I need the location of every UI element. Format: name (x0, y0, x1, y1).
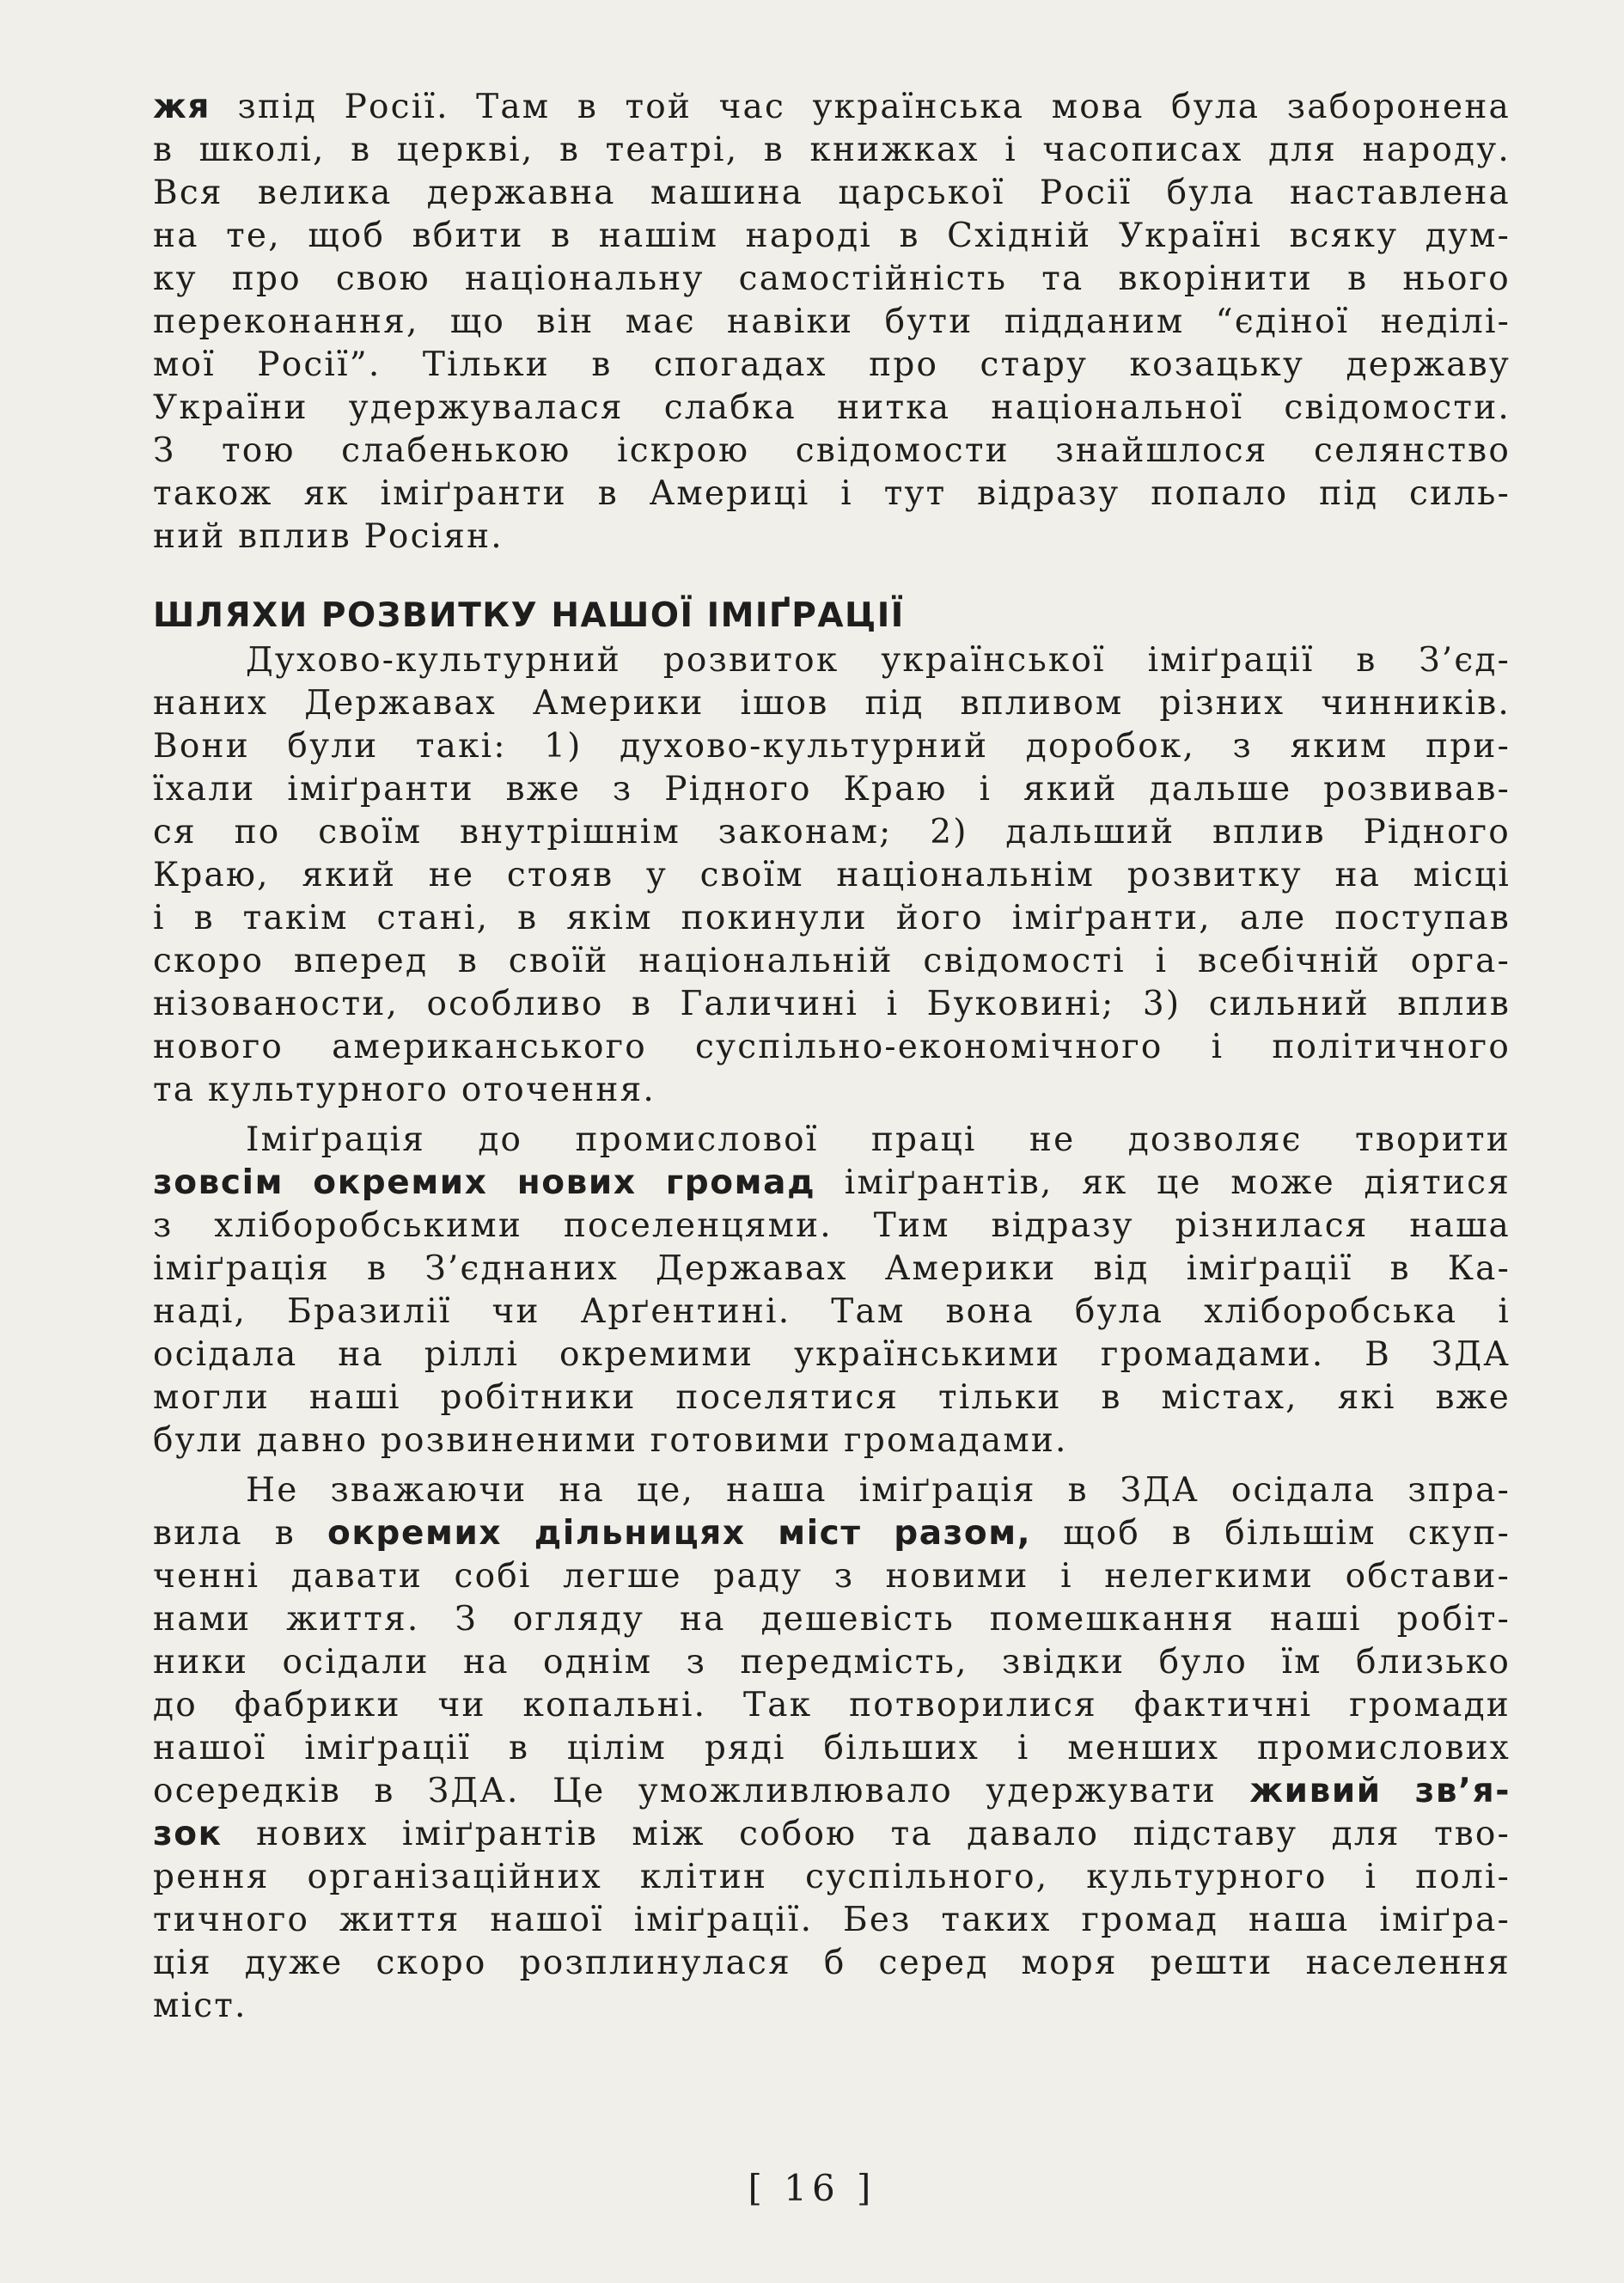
text-line: ся по своїм внутрішнім законам; 2) дальший вплив Рідного (153, 813, 1511, 852)
page-content (153, 86, 1511, 2028)
text-line: ченні давати собі легше раду з новими і нелегкими обстави- (153, 1557, 1511, 1596)
text-line: нашої іміґрації в цілім ряді більших і менших промислових (153, 1729, 1511, 1767)
text-line: осередків в ЗДА. Це уможливлювало удержувати живий зв’я- (153, 1772, 1511, 1810)
text-line: мої Росії”. Тільки в спогадах про стару козацьку державу (153, 345, 1511, 384)
bold-text: зок (153, 1815, 223, 1853)
text-line: Вся велика державна машина царської Росії була наставлена (153, 174, 1511, 212)
text-line: жя зпід Росії. Там в той час українська мова була заборонена (153, 88, 1511, 126)
text-line: ний вплив Росіян. (153, 517, 504, 556)
text-line: рення організаційних клітин суспільного, культурного і полі- (153, 1858, 1511, 1896)
bold-text: живий зв’я- (1249, 1772, 1511, 1810)
text-line: тичного життя нашої іміґрації. Без таких громад наша іміґра- (153, 1901, 1511, 1939)
text-line: вила в окремих дільницях міст разом, щоб в більшім скуп- (153, 1514, 1511, 1553)
text-line: Іміґрація до промислової праці не дозволяє творити (246, 1120, 1511, 1159)
text-line: скоро вперед в своїй національній свідомості і всебічній орга- (153, 942, 1511, 980)
text-line: нізованости, особливо в Галичині і Буковині; 3) сильний вплив (153, 985, 1511, 1023)
bold-text: жя (153, 88, 211, 126)
text-line: З тою слабенькою іскрою свідомости знайшлося селянство (153, 431, 1511, 470)
text-line: Вони були такі: 1) духово-культурний доробок, з яким при- (153, 727, 1511, 766)
text-line: їхали іміґранти вже з Рідного Краю і який дальше розвивав- (153, 770, 1511, 809)
text-line: ція дуже скоро розплинулася б серед моря решти населення (153, 1944, 1511, 1982)
text-line: на те, щоб вбити в нашім народі в Східній Україні всяку дум- (153, 217, 1511, 255)
text-line: нового американського суспільно-економічного і політичного (153, 1028, 1511, 1066)
text-line: і в такім стані, в якім покинули його іміґранти, але поступав (153, 899, 1511, 937)
text-line: наді, Бразилії чи Арґентині. Там вона була хліборобська і (153, 1292, 1511, 1331)
text-line: з хліборобськими поселенцями. Тим відразу різнилася наша (153, 1206, 1511, 1245)
paragraph-3 (153, 1119, 1511, 1462)
text-line: наних Державах Америки ішов під впливом різних чинників. (153, 684, 1511, 723)
text-line: ники осідали на однім з передмість, звідки було їм близько (153, 1643, 1511, 1682)
text-line: міст. (153, 1987, 247, 2025)
paragraph-4 (153, 1469, 1511, 2028)
page-number: [ 16 ] (748, 2167, 876, 2209)
text-line: України удержувалася слабка нитка національної свідомости. (153, 388, 1511, 427)
text-line: Не зважаючи на це, наша іміґрація в ЗДА осідала зпра- (246, 1471, 1511, 1510)
paragraph-1 (153, 86, 1511, 559)
text-line: в школі, в церкві, в театрі, в книжках і часописах для народу. (153, 131, 1511, 169)
text-line: та культурного оточення. (153, 1071, 656, 1109)
text-line: зовсім окремих нових громад іміґрантів, як це може діятися (153, 1163, 1511, 1202)
paragraph-gap (153, 1112, 1511, 1119)
text-line: Краю, який не стояв у своїм національнім розвитку на місці (153, 856, 1511, 894)
text-line: ку про свою національну самостійність та вкорінити в нього (153, 259, 1511, 298)
section-heading: ШЛЯХИ РОЗВИТКУ НАШОЇ ІМІҐРАЦІЇ (153, 596, 905, 635)
text-line: могли наші робітники поселятися тільки в містах, які вже (153, 1378, 1511, 1417)
text-line: до фабрики чи копальні. Так потворилися фактичні громади (153, 1686, 1511, 1724)
bold-text: зовсім окремих нових громад (153, 1163, 816, 1202)
text-line: зок нових іміґрантів між собою та давало підставу для тво- (153, 1815, 1511, 1853)
text-line: осідала на ріллі окремими українськими громадами. В ЗДА (153, 1335, 1511, 1374)
text-line: також як іміґранти в Америці і тут відразу попало під силь- (153, 474, 1511, 513)
text-line: переконання, що він має навіки бути підданим “єдіної неділі- (153, 302, 1511, 341)
bold-text: окремих дільницях міст разом, (327, 1514, 1032, 1553)
text-line: нами життя. З огляду на дешевість помешкання наші робіт- (153, 1600, 1511, 1639)
text-line: іміґрація в З’єднаних Державах Америки від іміґрації в Ка- (153, 1249, 1511, 1288)
paragraph-2 (153, 639, 1511, 1112)
text-line: були давно розвиненими готовими громадами. (153, 1421, 1068, 1460)
paragraph-gap (153, 1462, 1511, 1469)
text-line: Духово-культурний розвиток української іміґрації в З’єд- (246, 641, 1511, 680)
